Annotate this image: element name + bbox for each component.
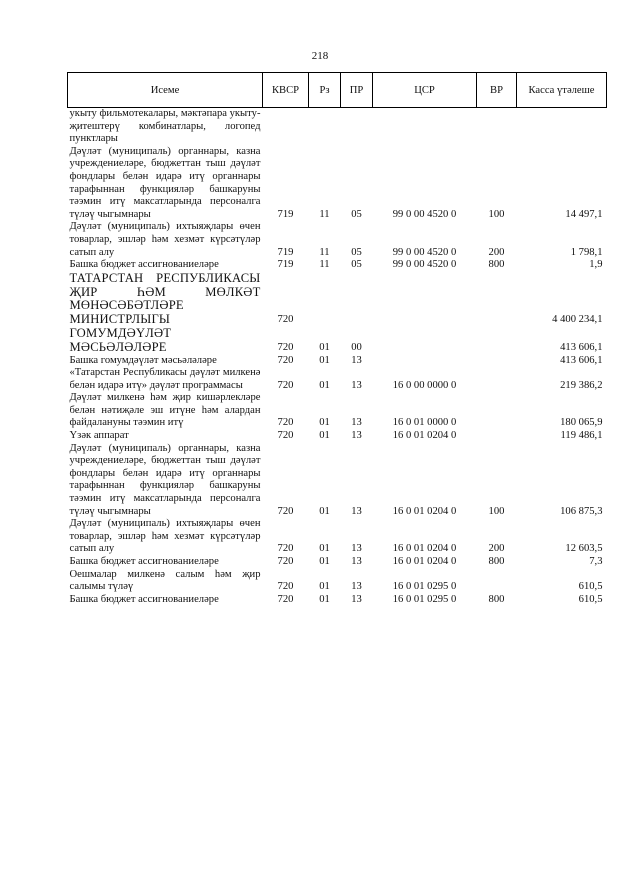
row-sum: 180 065,9 bbox=[560, 417, 603, 429]
row-sum: 413 606,1 bbox=[560, 341, 603, 353]
row-vr: 800 bbox=[488, 259, 505, 271]
row-rz bbox=[309, 108, 341, 146]
table-row bbox=[68, 108, 607, 146]
row-pr: 13 bbox=[351, 593, 362, 605]
row-sum: 1,9 bbox=[589, 259, 603, 271]
row-sum: 4 400 234,1 bbox=[552, 314, 603, 326]
row-vr bbox=[477, 355, 517, 368]
row-vr: 200 bbox=[488, 246, 505, 258]
header-csr: ЦСР bbox=[373, 73, 477, 108]
header-name: Исеме bbox=[68, 73, 263, 108]
row-csr: 16 0 00 0000 0 bbox=[392, 379, 457, 391]
table-row bbox=[68, 594, 607, 607]
row-vr bbox=[477, 392, 517, 430]
row-name: Оешмалар милкенә салым һәм җир салымы түләү bbox=[69, 568, 261, 593]
row-name: ГОМУМДӘҮЛӘТ МӘСЬӘЛӘЛӘРЕ bbox=[69, 325, 172, 354]
row-rz: 01 bbox=[319, 581, 330, 593]
row-vr: 800 bbox=[488, 593, 505, 605]
row-kvsr: 720 bbox=[277, 379, 294, 391]
row-kvsr: 720 bbox=[277, 341, 294, 353]
row-pr: 13 bbox=[351, 556, 362, 567]
table-row bbox=[68, 259, 607, 272]
page-number: 218 bbox=[311, 50, 329, 62]
table-row bbox=[68, 272, 607, 327]
row-kvsr: 719 bbox=[277, 246, 294, 258]
row-name: укыту фильмотекалары, мәктәпара укыту-җитештерү комбинатлары, логопед пунктлары bbox=[69, 108, 261, 145]
row-vr bbox=[477, 569, 517, 594]
row-vr: 800 bbox=[488, 556, 505, 567]
table-row bbox=[68, 327, 607, 355]
row-vr bbox=[477, 327, 517, 355]
row-name: Дәүләт (муниципаль) ихтыяҗлары өчен товарлар, эшләр һәм хезмәт күрсәтүләр сатып алу bbox=[69, 518, 261, 555]
row-pr: 13 bbox=[351, 354, 362, 366]
row-pr: 13 bbox=[351, 430, 362, 442]
row-pr: 05 bbox=[351, 246, 362, 258]
row-csr: 16 0 01 0000 0 bbox=[392, 417, 457, 429]
row-csr: 99 0 00 4520 0 bbox=[392, 259, 457, 271]
row-name: Дәүләт милкенә һәм җир кишәрлекләре белән нәтиҗәле эш итүне һәм алардан файдалануны тәэмин итү bbox=[69, 392, 261, 429]
row-rz: 01 bbox=[319, 341, 330, 353]
row-sum: 119 486,1 bbox=[560, 430, 603, 442]
row-name: Башка бюджет ассигнованиеләре bbox=[69, 593, 219, 605]
header-pr: ПР bbox=[341, 73, 373, 108]
row-pr bbox=[341, 272, 373, 327]
row-vr bbox=[477, 430, 517, 443]
row-csr bbox=[373, 108, 477, 146]
row-csr: 16 0 01 0295 0 bbox=[392, 581, 457, 593]
row-name: Башка бюджет ассигнованиеләре bbox=[69, 556, 219, 567]
row-kvsr: 720 bbox=[277, 314, 294, 326]
row-vr: 100 bbox=[488, 505, 505, 517]
row-vr bbox=[477, 272, 517, 327]
header-vr: ВР bbox=[477, 73, 517, 108]
row-csr bbox=[373, 272, 477, 327]
row-name: Үзәк аппарат bbox=[69, 430, 129, 442]
row-sum: 1 798,1 bbox=[570, 246, 603, 258]
budget-table bbox=[67, 72, 607, 606]
row-kvsr: 720 bbox=[277, 505, 294, 517]
table-row bbox=[68, 518, 607, 556]
row-vr: 100 bbox=[488, 208, 505, 220]
row-sum: 12 603,5 bbox=[565, 543, 603, 555]
row-rz: 01 bbox=[319, 556, 330, 567]
row-pr: 00 bbox=[351, 341, 362, 353]
row-kvsr: 720 bbox=[277, 593, 294, 605]
row-name: ТАТАРСТАН РЕСПУБЛИКАСЫ ҖИР ҺӘМ МӨЛКӘТ МӨНӘСӘБӘТЛӘРЕ МИНИСТРЛЫГЫ bbox=[69, 270, 261, 327]
row-rz: 01 bbox=[319, 430, 330, 442]
table-row bbox=[68, 367, 607, 392]
row-rz: 11 bbox=[319, 246, 330, 258]
row-csr: 16 0 01 0204 0 bbox=[392, 543, 457, 555]
row-kvsr: 720 bbox=[277, 430, 294, 442]
row-sum: 14 497,1 bbox=[565, 208, 603, 220]
table-row bbox=[68, 146, 607, 222]
table-header bbox=[68, 73, 607, 108]
row-sum bbox=[517, 108, 607, 146]
row-kvsr: 720 bbox=[277, 581, 294, 593]
row-pr bbox=[341, 108, 373, 146]
row-name: Башка бюджет ассигнованиеләре bbox=[69, 259, 219, 271]
row-csr: 99 0 00 4520 0 bbox=[392, 246, 457, 258]
table-row bbox=[68, 430, 607, 443]
row-kvsr: 720 bbox=[277, 417, 294, 429]
row-pr: 13 bbox=[351, 581, 362, 593]
row-csr: 16 0 01 0204 0 bbox=[392, 430, 457, 442]
row-rz: 01 bbox=[319, 379, 330, 391]
table-body bbox=[68, 108, 607, 607]
row-name: Башка гомумдәүләт мәсьәләләре bbox=[69, 354, 217, 366]
row-sum: 219 386,2 bbox=[560, 379, 603, 391]
row-kvsr: 720 bbox=[277, 556, 294, 567]
row-rz: 01 bbox=[319, 354, 330, 366]
header-sum: Касса үтәлеше bbox=[517, 73, 607, 108]
header-rz: Рз bbox=[309, 73, 341, 108]
row-vr bbox=[477, 367, 517, 392]
row-pr: 13 bbox=[351, 417, 362, 429]
row-pr: 13 bbox=[351, 379, 362, 391]
row-sum: 413 606,1 bbox=[560, 354, 603, 366]
row-kvsr: 719 bbox=[277, 259, 294, 271]
row-name: Дәүләт (муниципаль) органнары, казна учреждениеләре, бюджеттан тыш дәүләт фондлары белән идарә итү органнары тарафыннан функцияләр башкаруны тәэмин итү максатларында персоналга түләү чыгымнары bbox=[69, 145, 261, 220]
row-pr: 05 bbox=[351, 208, 362, 220]
row-csr: 16 0 01 0204 0 bbox=[392, 505, 457, 517]
row-pr: 05 bbox=[351, 259, 362, 271]
row-sum: 610,5 bbox=[578, 581, 603, 593]
row-rz: 11 bbox=[319, 208, 330, 220]
row-kvsr: 720 bbox=[277, 354, 294, 366]
row-name: «Татарстан Республикасы дәүләт милкенә белән идарә итү» дәүләт программасы bbox=[69, 367, 261, 391]
row-rz: 01 bbox=[319, 593, 330, 605]
row-csr bbox=[373, 327, 477, 355]
header-kvsr: КВСР bbox=[263, 73, 309, 108]
row-kvsr: 720 bbox=[277, 543, 294, 555]
row-sum: 7,3 bbox=[589, 556, 603, 567]
row-csr: 16 0 01 0295 0 bbox=[392, 593, 457, 605]
row-rz: 01 bbox=[319, 505, 330, 517]
row-sum: 610,5 bbox=[578, 593, 603, 605]
row-rz bbox=[309, 272, 341, 327]
row-sum: 106 875,3 bbox=[560, 505, 603, 517]
row-rz: 01 bbox=[319, 417, 330, 429]
row-csr: 99 0 00 4520 0 bbox=[392, 208, 457, 220]
table-row bbox=[68, 556, 607, 569]
row-kvsr: 719 bbox=[277, 208, 294, 220]
table-row bbox=[68, 569, 607, 594]
row-rz: 11 bbox=[319, 259, 330, 271]
row-csr bbox=[373, 355, 477, 368]
table-row bbox=[68, 355, 607, 368]
table-row bbox=[68, 443, 607, 519]
table-row bbox=[68, 221, 607, 259]
table-row bbox=[68, 392, 607, 430]
row-csr: 16 0 01 0204 0 bbox=[392, 556, 457, 567]
row-vr: 200 bbox=[488, 543, 505, 555]
row-name: Дәүләт (муниципаль) органнары, казна учреждениеләре, бюджеттан тыш дәүләт фондлары белән идарә итү органнары тарафыннан функцияләр башкаруны тәэмин итү максатларында персоналга түләү чыгымнары bbox=[69, 442, 261, 517]
row-rz: 01 bbox=[319, 543, 330, 555]
row-vr bbox=[477, 108, 517, 146]
row-pr: 13 bbox=[351, 505, 362, 517]
row-kvsr bbox=[263, 108, 309, 146]
row-pr: 13 bbox=[351, 543, 362, 555]
row-name: Дәүләт (муниципаль) ихтыяҗлары өчен товарлар, эшләр һәм хезмәт күрсәтүләр сатып алу bbox=[69, 221, 261, 258]
